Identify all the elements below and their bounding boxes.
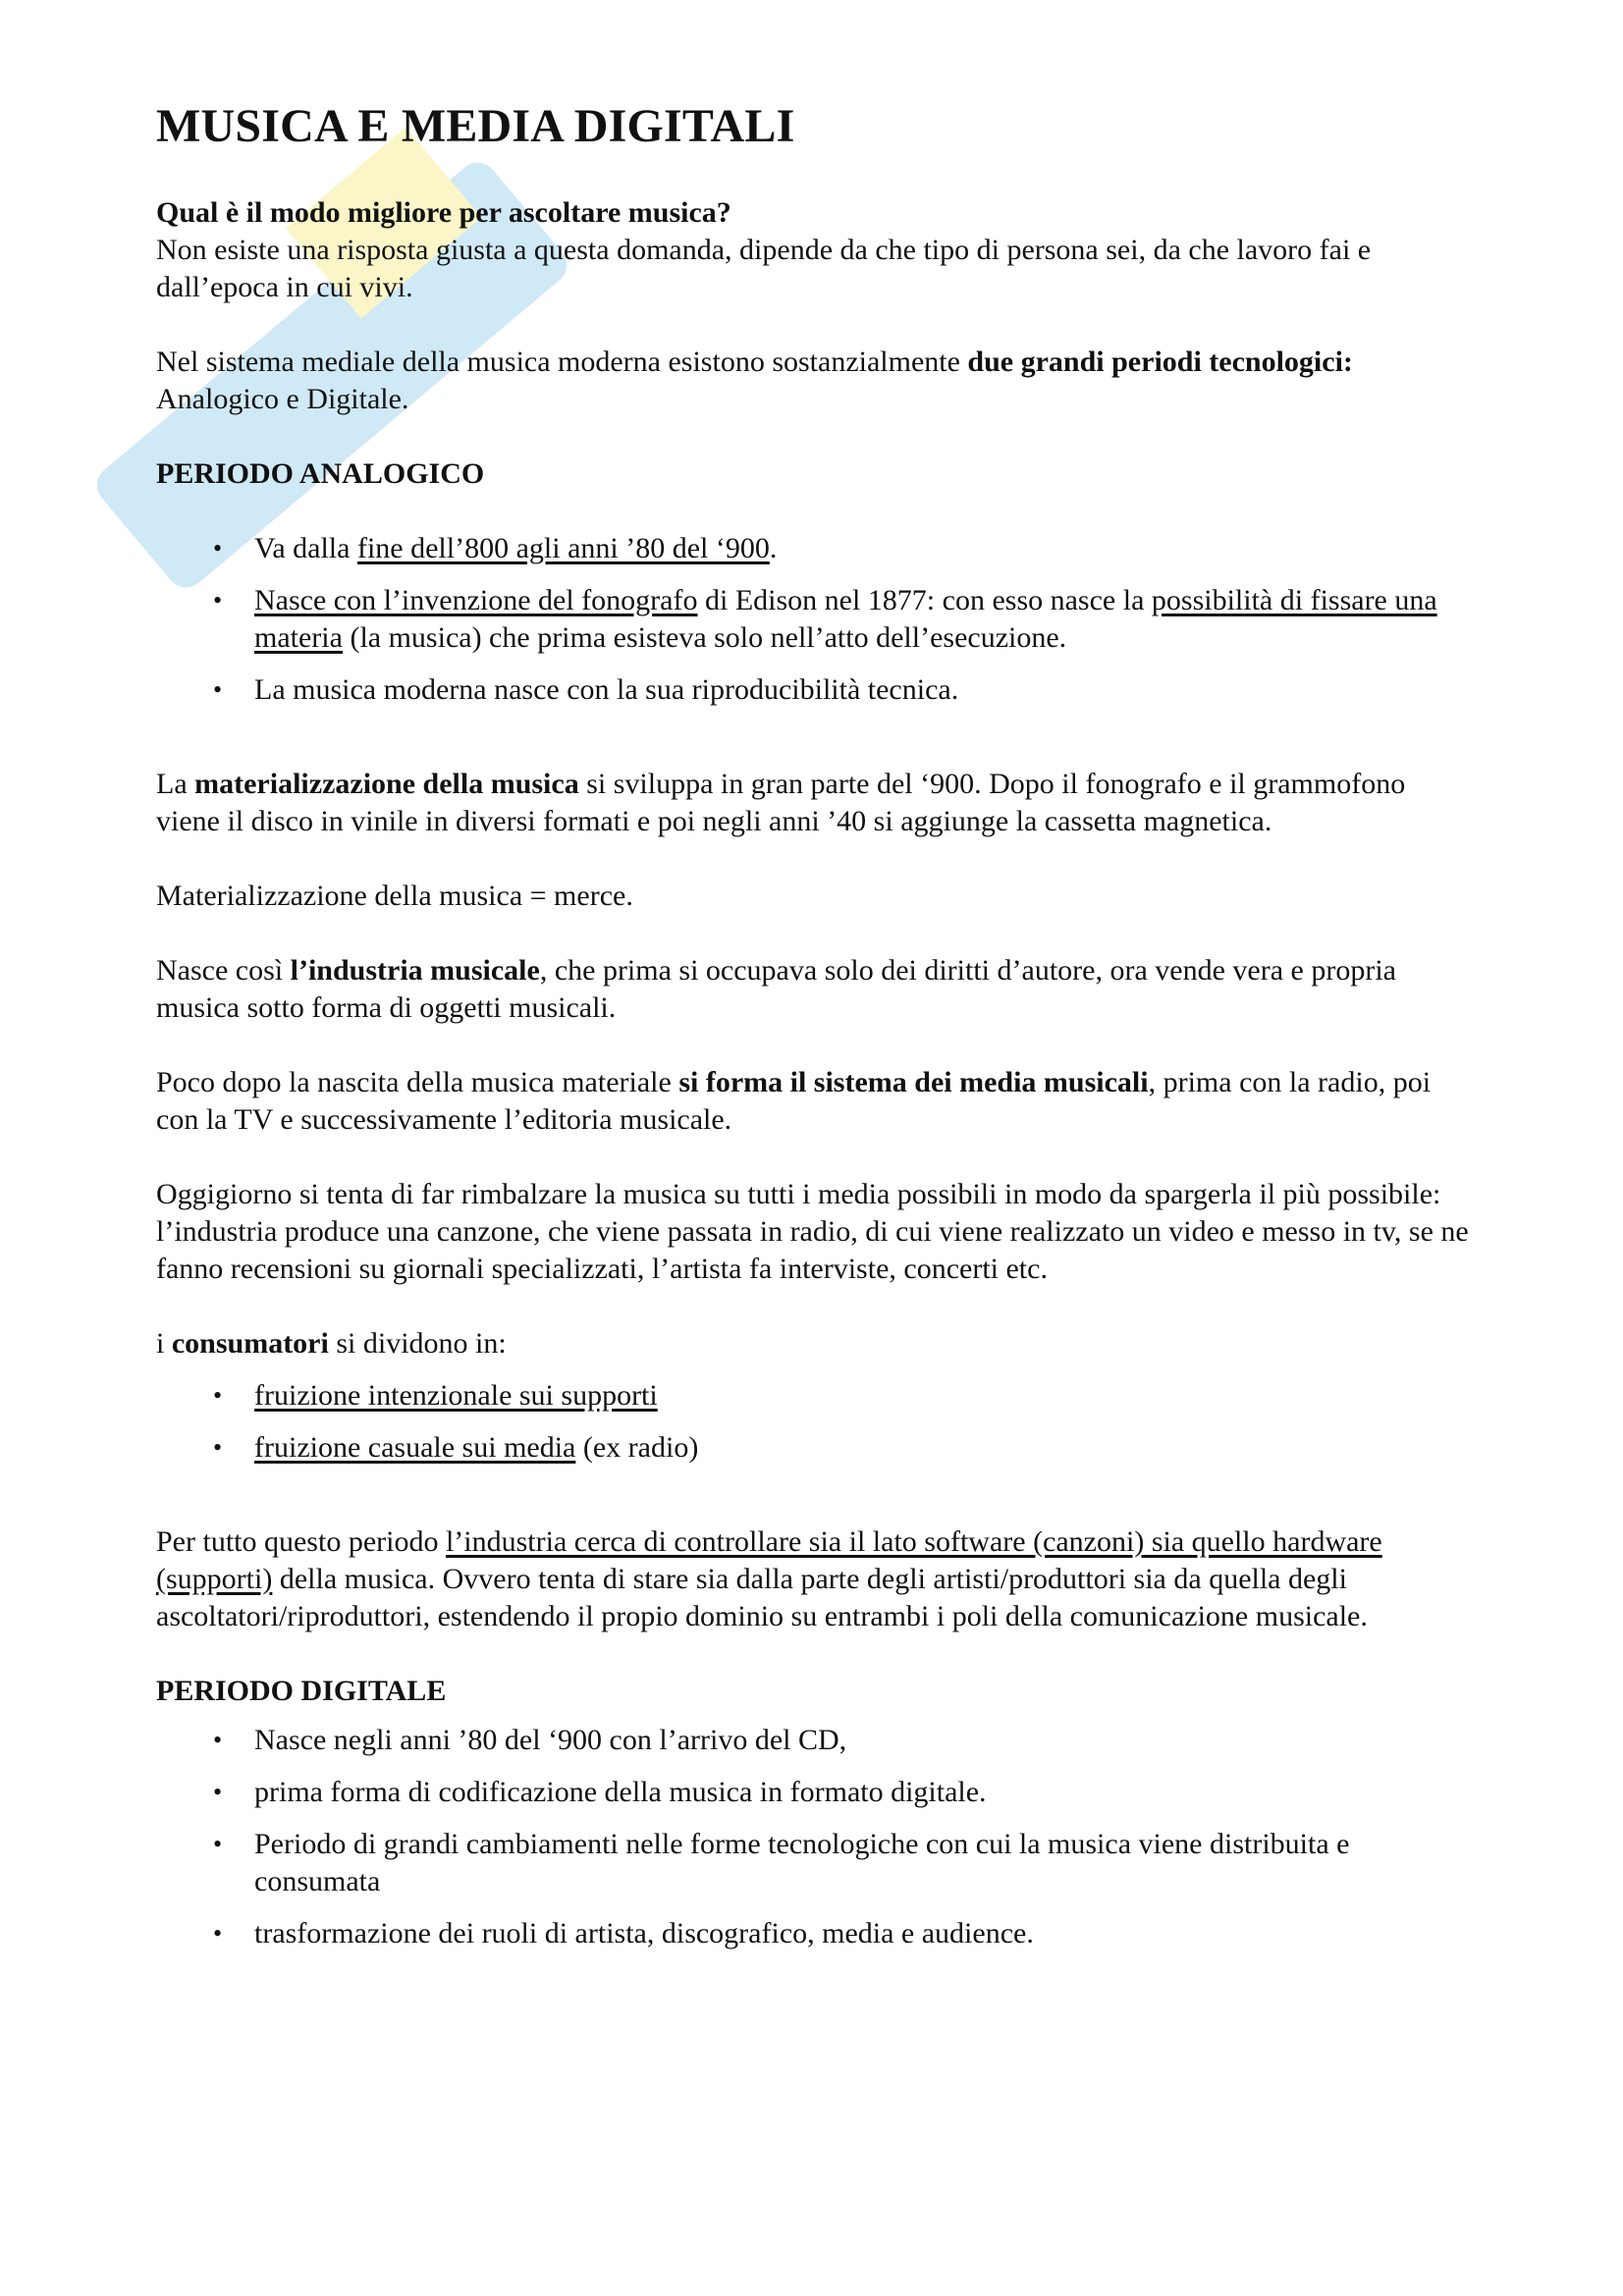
text: La <box>156 767 195 800</box>
bold-text: materializzazione della musica <box>194 767 579 800</box>
text: , prima con la radio, poi con la TV e successivamente l’editoria musicale. <box>156 1065 1432 1136</box>
periods-bold: due grandi periodi tecnologici: <box>967 345 1353 378</box>
bullet-icon: • <box>213 533 223 562</box>
media-paragraph <box>156 1064 1472 1139</box>
text: Per tutto questo periodo <box>156 1524 446 1558</box>
text: (ex radio) <box>575 1430 699 1464</box>
list-item <box>213 1915 1472 1952</box>
bullet-icon: • <box>213 1829 223 1858</box>
list-item <box>213 1774 1472 1811</box>
list-item <box>213 1377 1472 1415</box>
intro-paragraph <box>156 194 1472 306</box>
page-title: MUSICA E MEDIA DIGITALI <box>156 100 795 152</box>
text: i <box>156 1326 172 1360</box>
merce-paragraph: Materializzazione della musica = merce. <box>156 879 633 912</box>
bullet-icon: • <box>213 674 223 704</box>
underlined-text: l’industria cerca di controllare sia il lato software (canzoni) sia quello hardware (supporti) <box>156 1524 1382 1595</box>
materializzazione-paragraph <box>156 766 1472 840</box>
oggi-paragraph: Oggigiorno si tenta di far rimbalzare la musica su tutti i media possibili in modo da spargerla il più possibile: l’industria produce una canzone, che viene passata in radio, di cui viene realizzato un video e messo in tv, se ne fanno recensioni su giornali specializzati, l’artista fa interviste, concerti etc. <box>156 1177 1469 1285</box>
analog-b2-underline-2: possibilità di fissare una materia <box>254 583 1437 654</box>
list-item <box>213 671 1472 709</box>
text: , che prima si occupava solo dei diritti d’autore, ora vende vera e propria musica sotto forma di oggetti musicali. <box>156 953 1396 1024</box>
analog-b2-text: di Edison nel 1877: con esso nasce la <box>697 583 1152 616</box>
analog-b1-underline: fine dell’800 agli anni ’80 del ‘900 <box>356 531 770 564</box>
consumatori-item-2: fruizione casuale sui media <box>254 1430 576 1464</box>
analog-b2-underline: Nasce con l’invenzione del fonografo <box>254 583 698 616</box>
consumatori-list <box>156 1377 1472 1467</box>
analog-b3-text: La musica moderna nasce con la sua riproducibilità tecnica. <box>254 672 959 706</box>
bullet-icon: • <box>213 1432 223 1462</box>
text: si dividono in: <box>328 1326 507 1360</box>
digital-item-text: Periodo di grandi cambiamenti nelle forme tecnologiche con cui la musica viene distribuita e consumata <box>254 1827 1350 1897</box>
bold-text: consumatori <box>171 1326 329 1360</box>
periods-text: Nel sistema mediale della musica moderna esistono sostanzialmente <box>156 345 968 378</box>
digital-item-text: Nasce negli anni ’80 del ‘900 con l’arrivo del CD, <box>254 1723 847 1756</box>
controllo-paragraph <box>156 1523 1472 1635</box>
bullet-icon: • <box>213 1380 223 1410</box>
text: Poco dopo la nascita della musica materiale <box>156 1065 679 1098</box>
bold-text: l’industria musicale <box>290 953 540 987</box>
heading-analogico: PERIODO ANALOGICO <box>156 456 485 490</box>
text: si sviluppa in gran parte del ‘900. Dopo il fonografo e il grammofono viene il disco in vinile in diversi formati e poi negli anni ’40 si aggiunge la cassetta magnetica. <box>156 767 1406 837</box>
digital-item-text: trasformazione dei ruoli di artista, discografico, media e audience. <box>254 1916 1034 1949</box>
list-item <box>213 1429 1472 1467</box>
analog-list <box>156 530 1472 709</box>
list-item <box>213 1826 1472 1900</box>
periods-after: Analogico e Digitale. <box>156 382 409 415</box>
industria-paragraph <box>156 952 1472 1027</box>
consumatori-item-1: fruizione intenzionale sui supporti <box>254 1378 658 1412</box>
text: Nasce così <box>156 953 291 987</box>
digital-list <box>156 1722 1472 1952</box>
analog-b1-end: . <box>769 531 778 564</box>
text: della musica. Ovvero tenta di stare sia dalla parte degli artisti/produttori sia da quella degli ascoltatori/riproduttori, estendendo il propio dominio su entrambi i poli della comunicazione musicale. <box>156 1562 1368 1632</box>
heading-digitale: PERIODO DIGITALE <box>156 1674 447 1707</box>
bullet-icon: • <box>213 1918 223 1948</box>
digital-item-text: prima forma di codificazione della musica in formato digitale. <box>254 1775 987 1808</box>
analog-b2-end: (la musica) che prima esisteva solo nell’atto dell’esecuzione. <box>342 620 1067 654</box>
list-item <box>213 582 1472 657</box>
bullet-icon: • <box>213 1725 223 1754</box>
intro-question: Qual è il modo migliore per ascoltare musica? <box>156 195 731 229</box>
intro-answer: Non esiste una risposta giusta a questa domanda, dipende da che tipo di persona sei, da che lavoro fai e dall’epoca in cui vivi. <box>156 233 1372 303</box>
list-item <box>213 530 1472 567</box>
periods-paragraph <box>156 344 1472 418</box>
bullet-icon: • <box>213 1777 223 1806</box>
bullet-icon: • <box>213 585 223 614</box>
consumatori-paragraph <box>156 1325 1472 1362</box>
list-item <box>213 1722 1472 1759</box>
bold-text: si forma il sistema dei media musicali <box>678 1065 1149 1098</box>
document-page <box>156 98 1472 1990</box>
analog-b1-text: Va dalla <box>254 531 357 564</box>
